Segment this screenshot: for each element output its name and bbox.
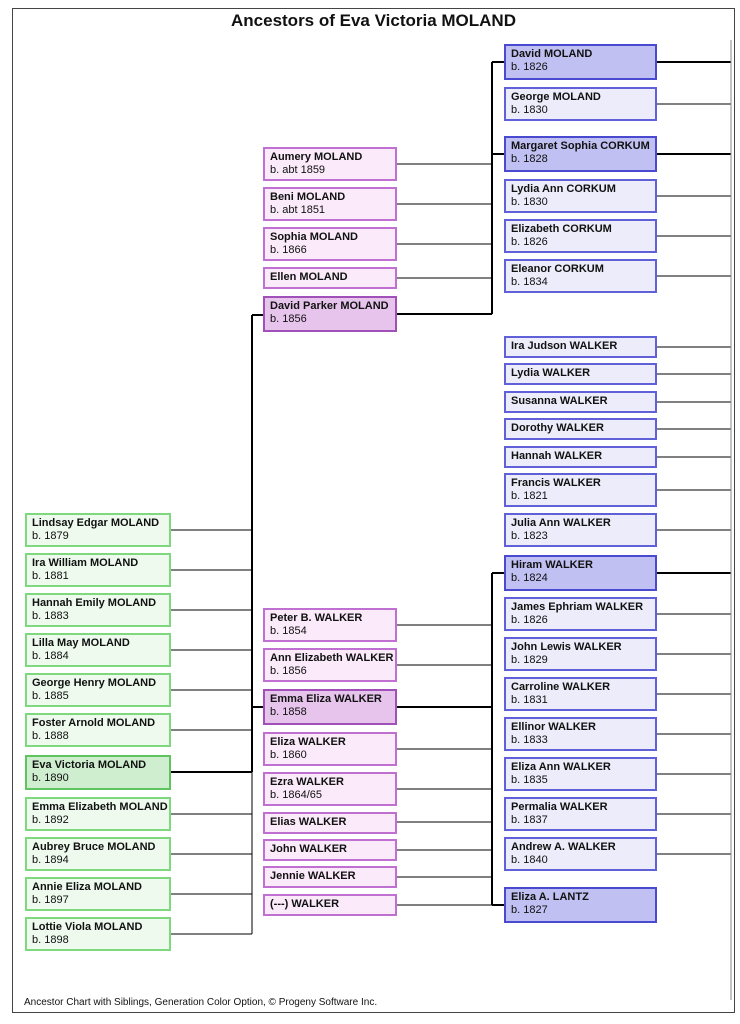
person-box-lydia-ann-corkum[interactable] bbox=[504, 179, 657, 213]
person-name: Jennie WALKER bbox=[270, 870, 356, 882]
person-name: Permalia WALKER bbox=[511, 801, 608, 813]
person-birth: b. 1884 bbox=[32, 650, 69, 662]
person-box-george-moland[interactable] bbox=[504, 87, 657, 121]
person-name: Margaret Sophia CORKUM bbox=[511, 140, 650, 152]
person-birth: b. 1833 bbox=[511, 734, 548, 746]
person-birth: b. 1827 bbox=[511, 904, 548, 916]
person-name: Eliza WALKER bbox=[270, 736, 346, 748]
person-box-aubrey-bruce-moland[interactable] bbox=[25, 837, 171, 871]
person-box-eliza-ann-walker[interactable] bbox=[504, 757, 657, 791]
person-birth: b. abt 1851 bbox=[270, 204, 326, 216]
person-box-foster-arnold-moland[interactable] bbox=[25, 713, 171, 747]
person-box-carroline-walker[interactable] bbox=[504, 677, 657, 711]
person-box-aumery-moland[interactable] bbox=[263, 147, 397, 181]
person-name: Annie Eliza MOLAND bbox=[32, 881, 143, 893]
person-box-elias-walker[interactable] bbox=[263, 812, 397, 834]
person-birth: b. 1892 bbox=[32, 814, 69, 826]
person-box-emma-elizabeth-moland[interactable] bbox=[25, 797, 171, 831]
person-birth: b. 1897 bbox=[32, 894, 69, 906]
person-box-lydia-walker[interactable] bbox=[504, 363, 657, 385]
person-birth: b. 1864/65 bbox=[270, 789, 322, 801]
person-name: David MOLAND bbox=[511, 48, 593, 60]
person-name: Aubrey Bruce MOLAND bbox=[32, 841, 156, 853]
person-name: Elizabeth CORKUM bbox=[511, 223, 612, 235]
person-name: James Ephriam WALKER bbox=[511, 601, 644, 613]
person-name: Beni MOLAND bbox=[270, 191, 346, 203]
person-name: Elias WALKER bbox=[270, 816, 347, 828]
person-name: Lottie Viola MOLAND bbox=[32, 921, 143, 933]
person-box-sophia-moland[interactable] bbox=[263, 227, 397, 261]
person-name: George MOLAND bbox=[511, 91, 601, 103]
person-birth: b. 1824 bbox=[511, 572, 548, 584]
person-birth: b. 1823 bbox=[511, 530, 548, 542]
person-name: Lydia Ann CORKUM bbox=[511, 183, 616, 195]
person-name: Eleanor CORKUM bbox=[511, 263, 604, 275]
person-box-annie-eliza-moland[interactable] bbox=[25, 877, 171, 911]
person-name: Sophia MOLAND bbox=[270, 231, 358, 243]
person-birth: b. 1890 bbox=[32, 772, 69, 784]
person-name: Peter B. WALKER bbox=[270, 612, 363, 624]
person-birth: b. 1826 bbox=[511, 61, 548, 73]
person-box-lindsay-edgar-moland[interactable] bbox=[25, 513, 171, 547]
person-box-ezra-walker[interactable] bbox=[263, 772, 397, 806]
person-name: Hiram WALKER bbox=[511, 559, 593, 571]
person-name: David Parker MOLAND bbox=[270, 300, 389, 312]
person-name: John Lewis WALKER bbox=[511, 641, 622, 653]
person-name: Ira Judson WALKER bbox=[511, 340, 618, 352]
person-birth: b. 1883 bbox=[32, 610, 69, 622]
person-box-ann-elizabeth-walker[interactable] bbox=[263, 648, 397, 682]
person-birth: b. 1828 bbox=[511, 153, 548, 165]
person-birth: b. 1858 bbox=[270, 706, 307, 718]
person-name: Foster Arnold MOLAND bbox=[32, 717, 156, 729]
person-birth: b. 1885 bbox=[32, 690, 69, 702]
person-birth: b. 1830 bbox=[511, 196, 548, 208]
person-birth: b. 1826 bbox=[511, 236, 548, 248]
person-box-susanna-walker[interactable] bbox=[504, 391, 657, 413]
person-birth: b. 1829 bbox=[511, 654, 548, 666]
person-name: Susanna WALKER bbox=[511, 395, 608, 407]
person-name: Lydia WALKER bbox=[511, 367, 591, 379]
person-box-lilla-may-moland[interactable] bbox=[25, 633, 171, 667]
person-birth: b. 1826 bbox=[511, 614, 548, 626]
person-box-peter-b-walker[interactable] bbox=[263, 608, 397, 642]
person-box-ira-william-moland[interactable] bbox=[25, 553, 171, 587]
person-name: George Henry MOLAND bbox=[32, 677, 157, 689]
person-birth: b. 1834 bbox=[511, 276, 548, 288]
person-name: Ira William MOLAND bbox=[32, 557, 139, 569]
person-box-ellen-moland[interactable] bbox=[263, 267, 397, 289]
person-birth: b. 1866 bbox=[270, 244, 307, 256]
person-name: Julia Ann WALKER bbox=[511, 517, 611, 529]
person-box-eleanor-corkum[interactable] bbox=[504, 259, 657, 293]
person-box-david-parker-moland[interactable] bbox=[263, 296, 397, 332]
person-name: Lilla May MOLAND bbox=[32, 637, 130, 649]
person-birth: b. 1831 bbox=[511, 694, 548, 706]
person-name: (---) WALKER bbox=[270, 898, 340, 910]
person-birth: b. 1881 bbox=[32, 570, 69, 582]
person-box-david-moland[interactable] bbox=[504, 44, 657, 80]
person-birth: b. 1894 bbox=[32, 854, 69, 866]
person-box-emma-eliza-walker[interactable] bbox=[263, 689, 397, 725]
person-name: Dorothy WALKER bbox=[511, 422, 604, 434]
person-name: Francis WALKER bbox=[511, 477, 601, 489]
person-box-elizabeth-corkum[interactable] bbox=[504, 219, 657, 253]
person-name: Ann Elizabeth WALKER bbox=[270, 652, 394, 664]
person-box-ira-judson-walker[interactable] bbox=[504, 336, 657, 358]
person-name: Emma Elizabeth MOLAND bbox=[32, 801, 168, 813]
person-name: Emma Eliza WALKER bbox=[270, 693, 382, 705]
person-box-ellinor-walker[interactable] bbox=[504, 717, 657, 751]
person-birth: b. 1879 bbox=[32, 530, 69, 542]
person-box-john-lewis-walker[interactable] bbox=[504, 637, 657, 671]
person-box-jennie-walker[interactable] bbox=[263, 866, 397, 888]
person-box-john-walker[interactable] bbox=[263, 839, 397, 861]
person-box-james-ephriam-walker[interactable] bbox=[504, 597, 657, 631]
person-box-eva-victoria-moland[interactable] bbox=[25, 755, 171, 790]
person-name: Hannah WALKER bbox=[511, 450, 603, 462]
person-birth: b. 1835 bbox=[511, 774, 548, 786]
chart-title: Ancestors of Eva Victoria MOLAND bbox=[231, 11, 516, 30]
person-box-dorothy-walker[interactable] bbox=[504, 418, 657, 440]
person-box-unknown-walker[interactable] bbox=[263, 894, 397, 916]
person-name: Eliza A. LANTZ bbox=[511, 891, 589, 903]
person-birth: b. abt 1859 bbox=[270, 164, 326, 176]
person-birth: b. 1830 bbox=[511, 104, 548, 116]
person-birth: b. 1840 bbox=[511, 854, 548, 866]
person-box-francis-walker[interactable] bbox=[504, 473, 657, 507]
person-box-eliza-a-lantz[interactable] bbox=[504, 887, 657, 923]
person-box-hiram-walker[interactable] bbox=[504, 555, 657, 591]
person-birth: b. 1837 bbox=[511, 814, 548, 826]
person-name: Hannah Emily MOLAND bbox=[32, 597, 157, 609]
person-name: Lindsay Edgar MOLAND bbox=[32, 517, 160, 529]
person-name: John WALKER bbox=[270, 843, 347, 855]
person-box-george-henry-moland[interactable] bbox=[25, 673, 171, 707]
person-birth: b. 1856 bbox=[270, 665, 307, 677]
person-box-hannah-walker[interactable] bbox=[504, 446, 657, 468]
person-name: Carroline WALKER bbox=[511, 681, 611, 693]
person-name: Eva Victoria MOLAND bbox=[32, 759, 147, 771]
person-box-hannah-emily-moland[interactable] bbox=[25, 593, 171, 627]
chart-footer: Ancestor Chart with Siblings, Generation Color Option, © Progeny Software Inc. bbox=[24, 997, 378, 1008]
person-box-beni-moland[interactable] bbox=[263, 187, 397, 221]
person-birth: b. 1860 bbox=[270, 749, 307, 761]
person-box-julia-ann-walker[interactable] bbox=[504, 513, 657, 547]
person-name: Ellen MOLAND bbox=[270, 271, 348, 283]
person-birth: b. 1888 bbox=[32, 730, 69, 742]
person-birth: b. 1854 bbox=[270, 625, 307, 637]
person-box-andrew-a-walker[interactable] bbox=[504, 837, 657, 871]
person-box-lottie-viola-moland[interactable] bbox=[25, 917, 171, 951]
person-box-permalia-walker[interactable] bbox=[504, 797, 657, 831]
person-box-margaret-sophia-corkum[interactable] bbox=[504, 136, 657, 172]
person-birth: b. 1856 bbox=[270, 313, 307, 325]
person-birth: b. 1898 bbox=[32, 934, 69, 946]
person-name: Ellinor WALKER bbox=[511, 721, 596, 733]
person-birth: b. 1821 bbox=[511, 490, 548, 502]
person-name: Andrew A. WALKER bbox=[511, 841, 616, 853]
person-box-eliza-walker[interactable] bbox=[263, 732, 397, 766]
person-name: Ezra WALKER bbox=[270, 776, 344, 788]
person-name: Eliza Ann WALKER bbox=[511, 761, 611, 773]
person-name: Aumery MOLAND bbox=[270, 151, 363, 163]
